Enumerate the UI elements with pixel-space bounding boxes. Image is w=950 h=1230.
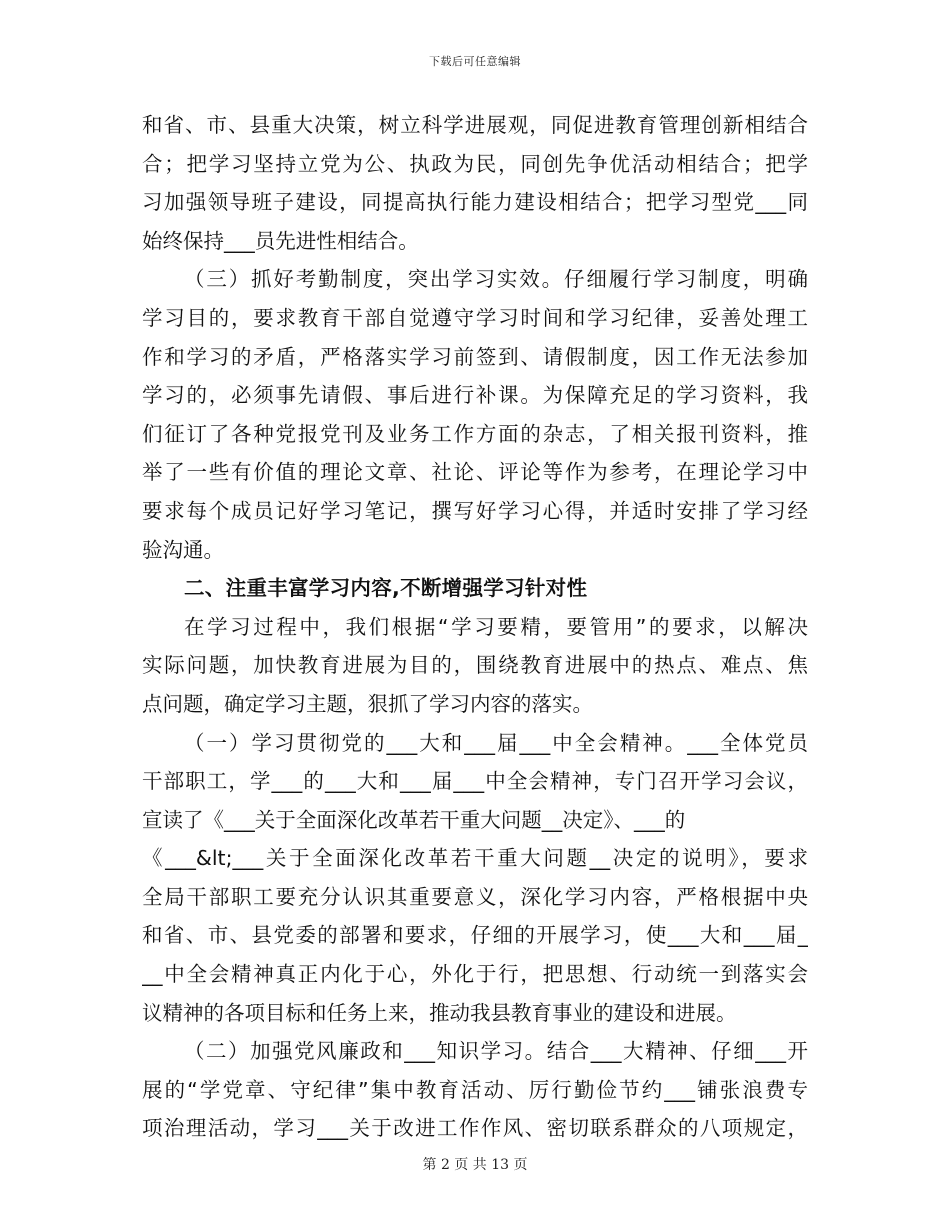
paragraph-continuation [142, 106, 808, 260]
text-line: 习加强领导班子建设，同提高执行能力建设相结合；把学习型党___同 [142, 190, 808, 215]
text-line: （三）抓好考勤制度，突出学习实效。仔细履行学习制度，明确 [184, 267, 808, 292]
paragraph-attendance [142, 260, 808, 569]
text-line: 在学习过程中，我们根据“学习要精，要管用”的要求，以解决 [184, 614, 808, 639]
text-line: __中全会精神真正内化于心，外化于行，把思想、行动统一到落实会 [142, 962, 808, 987]
text-line: 议精神的各项目标和任务上来，推动我县教育事业的建设和进展。 [142, 1000, 737, 1025]
text-line: 始终保持___员先进性相结合。 [142, 228, 419, 253]
paragraph-integrity-study [142, 1032, 808, 1148]
text-line: 《___&lt;___关于全面深化改革若干重大问题__决定的说明》，要求 [142, 846, 808, 871]
text-line: 实际问题，加快教育进展为目的，围绕教育进展中的热点、难点、焦 [142, 653, 808, 678]
paragraph-learning-process [142, 608, 808, 724]
text-line: 作和学习的矛盾，严格落实学习前签到、请假制度，因工作无法参加 [142, 344, 808, 369]
text-line: 学习的，必须事先请假、事后进行补课。为保障充足的学习资料，我 [142, 383, 808, 408]
paragraph-plenary-study [142, 724, 808, 1033]
document-body [142, 106, 808, 1148]
text-line: 合；把学习坚持立党为公、执政为民，同创先争优活动相结合；把学 [142, 151, 808, 176]
text-line: 验沟通。 [142, 537, 224, 562]
text-line: 们征订了各种党报党刊及业务工作方面的杂志，了相关报刊资料，推 [142, 421, 808, 446]
text-line: 全局干部职工要充分认识其重要意义，深化学习内容，严格根据中央 [142, 884, 808, 909]
text-line: 项治理活动，学习___关于改进工作作风、密切联系群众的八项规定， [142, 1116, 808, 1141]
text-line: 点问题，确定学习主题，狠抓了学习内容的落实。 [142, 691, 593, 716]
section-heading: 二、注重丰富学习内容,不断增强学习针对性 [184, 576, 588, 601]
text-line: 和省、市、县重大决策，树立科学进展观，同促进教育管理创新相结合 [142, 113, 808, 137]
text-line: 干部职工，学___的___大和___届___中全会精神，专门召开学习会议， [142, 769, 808, 794]
text-line: 宣读了《___关于全面深化改革若干重大问题__决定》、___的 [142, 807, 686, 832]
text-line: （二）加强党风廉政和___知识学习。结合___大精神、仔细___开 [184, 1039, 808, 1064]
text-line: 展的“学党章、守纪律”集中教育活动、厉行勤俭节约___铺张浪费专 [142, 1077, 808, 1102]
page-indicator: 第 2 页 共 13 页 [422, 1157, 528, 1173]
text-line: 举了一些有价值的理论文章、社论、评论等作为参考，在理论学习中 [142, 460, 808, 485]
text-line: 和省、市、县党委的部署和要求，仔细的开展学习，使___大和___届_ [142, 923, 808, 948]
text-line: 要求每个成员记好学习笔记，撰写好学习心得，并适时安排了学习经 [142, 498, 808, 523]
text-line: 学习目的，要求教育干部自觉遵守学习时间和学习纪律，妥善处理工 [142, 305, 808, 330]
text-line: （一）学习贯彻党的___大和___届___中全会精神。___全体党员 [184, 730, 808, 755]
page-header-note: 下载后可任意编辑 [429, 55, 521, 68]
